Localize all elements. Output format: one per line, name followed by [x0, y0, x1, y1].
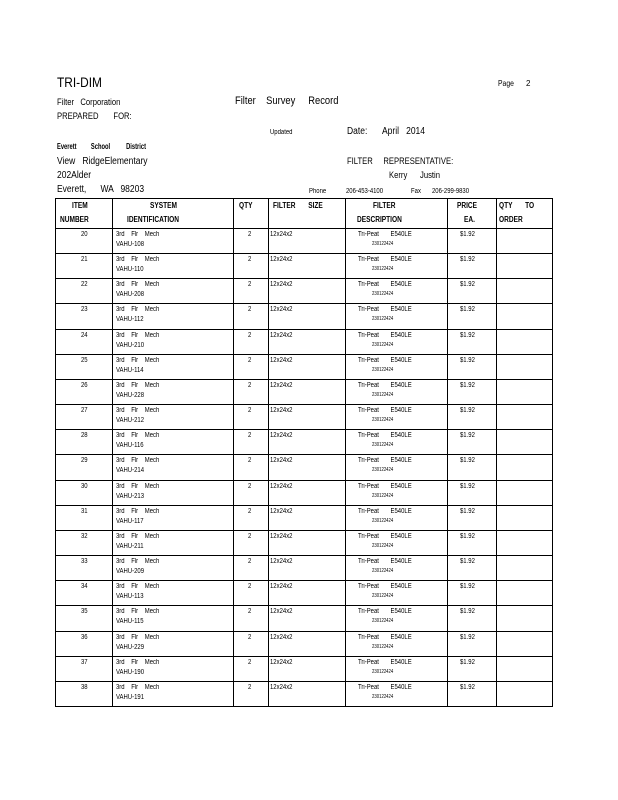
price: $1.92	[460, 306, 475, 314]
fax-value: 206-299-9830	[432, 188, 470, 195]
qty: 2	[248, 281, 252, 289]
filter-code: 230122424	[372, 316, 394, 323]
item-number: 28	[81, 432, 88, 440]
filter-size: 12x24x2	[270, 457, 293, 465]
filter-code: 230122424	[372, 266, 394, 273]
filter-size: 12x24x2	[270, 281, 293, 289]
qty: 2	[248, 381, 252, 389]
item-number: 37	[81, 658, 88, 666]
filter-size: 12x24x2	[270, 482, 293, 490]
filter-size: 12x24x2	[270, 658, 293, 666]
company-subtitle: Filter Corporation	[57, 97, 121, 107]
filter-code: 230122424	[372, 417, 394, 424]
system-unit: VAHU-110	[116, 266, 144, 274]
system-unit: VAHU-115	[116, 618, 144, 626]
price: $1.92	[460, 683, 475, 691]
price: $1.92	[460, 608, 475, 616]
system-location: 3rd Flr Mech	[116, 281, 160, 289]
price: $1.92	[460, 381, 475, 389]
system-location: 3rd Flr Mech	[116, 558, 160, 566]
system-location: 3rd Flr Mech	[116, 432, 160, 440]
system-unit: VAHU-116	[116, 442, 144, 450]
filter-code: 230122424	[372, 442, 394, 449]
system-unit: VAHU-191	[116, 693, 145, 701]
item-number: 23	[81, 306, 88, 314]
item-number: 35	[81, 608, 88, 616]
item-number: 25	[81, 356, 88, 364]
filter-description: Tri-Peat E540LE	[358, 658, 412, 666]
system-location: 3rd Flr Mech	[116, 381, 160, 389]
system-unit: VAHU-210	[116, 341, 145, 349]
header-qty: QTY	[239, 201, 253, 210]
system-location: 3rd Flr Mech	[116, 331, 160, 339]
system-unit: VAHU-214	[116, 467, 145, 475]
price: $1.92	[460, 281, 475, 289]
filter-code: 230122424	[372, 542, 394, 549]
filter-description: Tri-Peat E540LE	[358, 331, 412, 339]
item-number: 21	[81, 256, 88, 264]
price: $1.92	[460, 558, 475, 566]
date-value: April 2014	[382, 126, 426, 137]
filter-code: 230122424	[372, 668, 394, 675]
system-unit: VAHU-108	[116, 241, 145, 248]
price: $1.92	[460, 583, 475, 591]
system-unit: VAHU-229	[116, 643, 145, 651]
city-line: Everett, WA 98203	[57, 184, 145, 195]
header-filter-size: FILTER SIZE	[273, 201, 323, 210]
qty: 2	[248, 683, 252, 691]
filter-size: 12x24x2	[270, 633, 293, 641]
system-unit: VAHU-114	[116, 366, 144, 374]
price: $1.92	[460, 507, 475, 515]
filter-size: 12x24x2	[270, 558, 293, 566]
date-label: Date:	[347, 126, 368, 137]
system-location: 3rd Flr Mech	[116, 608, 160, 616]
system-unit: VAHU-209	[116, 568, 145, 576]
system-location: 3rd Flr Mech	[116, 457, 160, 465]
filter-code: 230122424	[372, 391, 394, 398]
item-number: 26	[81, 381, 88, 389]
filter-description: Tri-Peat E540LE	[358, 256, 412, 264]
filter-description: Tri-Peat E540LE	[358, 507, 412, 515]
filter-code: 230122424	[372, 241, 394, 247]
header-system: SYSTEM	[150, 201, 177, 210]
filter-size: 12x24x2	[270, 306, 293, 314]
system-unit: VAHU-211	[116, 542, 144, 550]
system-unit: VAHU-228	[116, 391, 145, 399]
qty: 2	[248, 432, 252, 440]
filter-size: 12x24x2	[270, 231, 293, 238]
filter-size: 12x24x2	[270, 407, 293, 415]
filter-rep-label: FILTER REPRESENTATIVE:	[347, 156, 454, 166]
qty: 2	[248, 331, 252, 339]
qty: 2	[248, 633, 252, 641]
fax-label: Fax	[411, 188, 421, 195]
header-order: ORDER	[499, 215, 523, 224]
price: $1.92	[460, 331, 475, 339]
filter-code: 230122424	[372, 643, 394, 650]
item-number: 33	[81, 558, 88, 566]
filter-code: 230122424	[372, 467, 394, 474]
item-number: 29	[81, 457, 88, 465]
filter-code: 230122424	[372, 492, 394, 499]
filter-description: Tri-Peat E540LE	[358, 432, 412, 440]
filter-code: 230122424	[372, 341, 394, 348]
system-location: 3rd Flr Mech	[116, 633, 160, 641]
document-title: Filter Survey Record	[235, 95, 339, 107]
item-number: 22	[81, 281, 88, 289]
system-location: 3rd Flr Mech	[116, 683, 160, 691]
price: $1.92	[460, 356, 475, 364]
filter-description: Tri-Peat E540LE	[358, 633, 412, 641]
price: $1.92	[460, 482, 475, 490]
district-name: Everett School District	[57, 142, 146, 151]
filter-description: Tri-Peat E540LE	[358, 457, 412, 465]
filter-code: 230122424	[372, 593, 394, 600]
system-location: 3rd Flr Mech	[116, 507, 160, 515]
qty: 2	[248, 256, 252, 264]
header-filter: FILTER	[373, 201, 396, 210]
filter-size: 12x24x2	[270, 507, 293, 515]
filter-size: 12x24x2	[270, 256, 293, 264]
header-ea: EA.	[464, 215, 475, 224]
qty: 2	[248, 507, 252, 515]
qty: 2	[248, 658, 252, 666]
filter-description: Tri-Peat E540LE	[358, 356, 412, 364]
item-number: 31	[81, 507, 88, 515]
filter-size: 12x24x2	[270, 381, 293, 389]
filter-description: Tri-Peat E540LE	[358, 532, 412, 540]
filter-description: Tri-Peat E540LE	[358, 608, 412, 616]
item-number: 30	[81, 482, 88, 490]
prepared-for: PREPARED FOR:	[57, 111, 132, 121]
qty: 2	[248, 583, 252, 591]
filter-description: Tri-Peat E540LE	[358, 683, 412, 691]
system-location: 3rd Flr Mech	[116, 231, 160, 238]
system-location: 3rd Flr Mech	[116, 407, 160, 415]
system-location: 3rd Flr Mech	[116, 356, 160, 364]
price: $1.92	[460, 457, 475, 465]
updated-label: Updated	[270, 129, 293, 136]
qty: 2	[248, 356, 252, 364]
item-number: 32	[81, 532, 88, 540]
item-number: 20	[81, 231, 88, 238]
price: $1.92	[460, 256, 475, 264]
item-number: 27	[81, 407, 88, 415]
header-qty-to: QTY TO	[499, 201, 535, 210]
price: $1.92	[460, 658, 475, 666]
filter-description: Tri-Peat E540LE	[358, 231, 412, 238]
filter-size: 12x24x2	[270, 608, 293, 616]
filter-size: 12x24x2	[270, 432, 293, 440]
filter-survey-table	[55, 198, 553, 707]
system-unit: VAHU-212	[116, 417, 145, 425]
price: $1.92	[460, 432, 475, 440]
qty: 2	[248, 231, 252, 238]
filter-size: 12x24x2	[270, 331, 293, 339]
filter-description: Tri-Peat E540LE	[358, 482, 412, 490]
filter-code: 230122424	[372, 291, 394, 298]
header-identification: IDENTIFICATION	[127, 215, 179, 224]
system-location: 3rd Flr Mech	[116, 532, 160, 540]
item-number: 24	[81, 331, 88, 339]
phone-value: 206-453-4100	[346, 188, 384, 195]
header-description: DESCRIPTION	[357, 215, 402, 224]
system-location: 3rd Flr Mech	[116, 306, 160, 314]
filter-code: 230122424	[372, 366, 394, 373]
qty: 2	[248, 306, 252, 314]
filter-description: Tri-Peat E540LE	[358, 381, 412, 389]
system-location: 3rd Flr Mech	[116, 482, 160, 490]
filter-size: 12x24x2	[270, 356, 293, 364]
school-name: View RidgeElementary	[57, 156, 148, 167]
system-unit: VAHU-190	[116, 668, 145, 676]
page-number: 2	[526, 79, 531, 88]
price: $1.92	[460, 231, 475, 238]
address-line: 202Alder	[57, 170, 92, 181]
filter-description: Tri-Peat E540LE	[358, 407, 412, 415]
filter-description: Tri-Peat E540LE	[358, 583, 412, 591]
page-label: Page	[498, 79, 514, 88]
system-location: 3rd Flr Mech	[116, 583, 160, 591]
price: $1.92	[460, 633, 475, 641]
qty: 2	[248, 482, 252, 490]
filter-description: Tri-Peat E540LE	[358, 558, 412, 566]
system-unit: VAHU-213	[116, 492, 145, 500]
filter-size: 12x24x2	[270, 683, 293, 691]
phone-label: Phone	[309, 188, 327, 195]
item-number: 36	[81, 633, 88, 641]
system-location: 3rd Flr Mech	[116, 256, 160, 264]
filter-description: Tri-Peat E540LE	[358, 281, 412, 289]
system-unit: VAHU-117	[116, 517, 144, 525]
header-price: PRICE	[457, 201, 478, 210]
filter-code: 230122424	[372, 618, 394, 625]
system-unit: VAHU-208	[116, 291, 145, 299]
item-number: 34	[81, 583, 88, 591]
header-item: ITEM	[72, 201, 88, 210]
filter-code: 230122424	[372, 568, 394, 575]
filter-size: 12x24x2	[270, 583, 293, 591]
filter-rep-name: Kerry Justin	[389, 170, 441, 180]
qty: 2	[248, 608, 252, 616]
qty: 2	[248, 558, 252, 566]
system-unit: VAHU-112	[116, 316, 144, 324]
qty: 2	[248, 532, 252, 540]
qty: 2	[248, 457, 252, 465]
filter-code: 230122424	[372, 693, 394, 700]
header-number: NUMBER	[60, 215, 89, 224]
price: $1.92	[460, 532, 475, 540]
price: $1.92	[460, 407, 475, 415]
qty: 2	[248, 407, 252, 415]
filter-code: 230122424	[372, 517, 394, 524]
item-number: 38	[81, 683, 88, 691]
system-location: 3rd Flr Mech	[116, 658, 160, 666]
filter-size: 12x24x2	[270, 532, 293, 540]
filter-description: Tri-Peat E540LE	[358, 306, 412, 314]
system-unit: VAHU-113	[116, 593, 144, 601]
company-name: TRI-DIM	[57, 74, 102, 90]
